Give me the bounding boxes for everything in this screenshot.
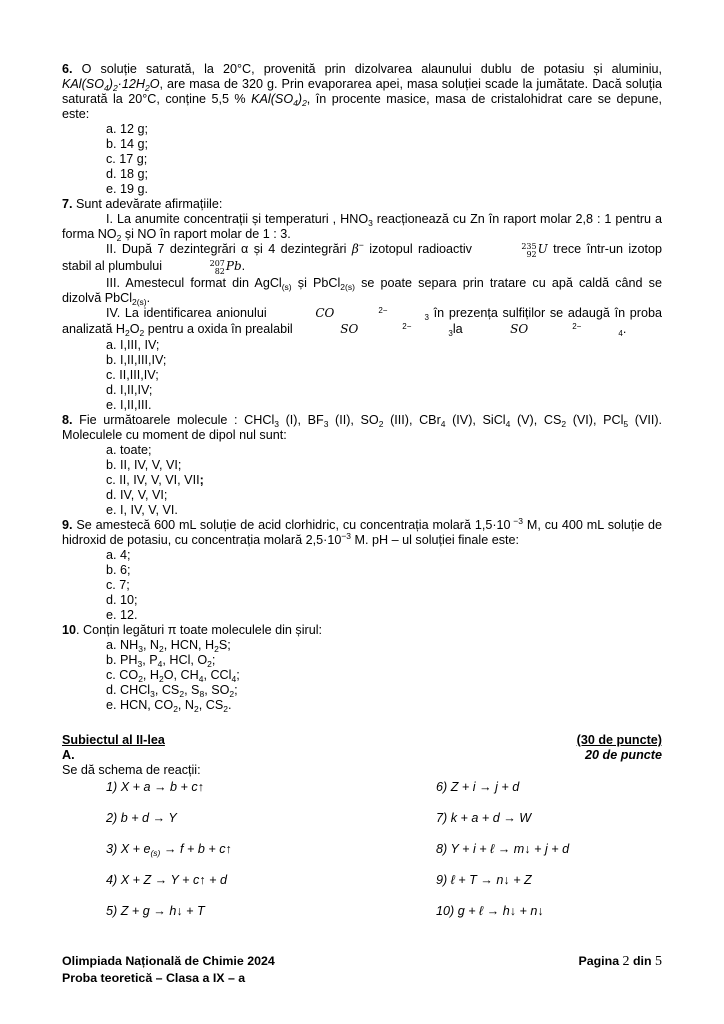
option-d: d. 10; [106,593,138,607]
scheme-intro: Se dă schema de reacții: [62,763,201,777]
reaction-1: 1) X + a → b + c↑ [106,780,204,794]
reaction-4: 4) X + Z → Y + c↑ + d [106,873,227,887]
question-number: 8. [62,413,73,427]
subject-title: Subiectul al II-lea [62,733,165,747]
footer-exam: Proba teoretică – Clasa a IX – a [62,971,246,985]
part-points: 20 de puncte [585,748,662,762]
subject-points: (30 de puncte) [576,733,662,747]
options-list [62,548,662,623]
reaction-7: 7) k + a + d → W [436,811,532,825]
footer-olympiad: Olimpiada Națională de Chimie 2024 [62,954,275,968]
page-content [62,62,662,919]
option-a: a. toate; [106,443,152,457]
statement-4: IV. La identificarea anionului CO 2−3 în prezența sulfiților se adaugă în proba analizată $H_2O_2$ pentru a oxida în prealabil SO 2−3la SO 2−4. [62,306,662,338]
formula-alum-anhydrous: $KAl(SO_4)_2$ [251,92,307,108]
question-9: 9. Se amestecă 600 mL soluție de acid clorhidric, cu concentrația molară 1,5·10 $^{-3}$ M, cu 400 mL soluție de hidroxid de potasiu, cu concentrația molară $2,5\cdot 10^{-3}$ M. pH – ul soluției finale este: [62,516,662,547]
option-c: c. $CO_2$, $H_2O$, $CH_4$, CCl$_4$; [106,668,240,684]
option-d: d. CHCl$_3$, $CS_2$, $S_8$, $SO_2$; [106,683,238,699]
subject-2-header [62,733,662,748]
statement-3: III. Amestecul format din AgCl$_{(s)}$ și PbCl$_{2(s)}$ se poate separa prin tratare cu apă caldă când se dizolvă PbCl$_{2(s)}$. [62,276,662,307]
statement-2: II. După 7 dezintegrări α și 4 dezintegrări β− izotopul radioactiv 235 92 U trece într-un izotop stabil al plumbului 207 82 Pb. [62,240,662,276]
sulfite-ion: SO 2−3 [340,322,453,338]
question-10: 10. Conțin legături π toate moleculele din șirul: [62,623,323,637]
reaction-10: 10) g + ℓ → h↓ + n↓ [436,904,544,918]
options-list [62,122,662,197]
option-a: a. $NH_3$, $N_2$, HCN, $H_2S$; [106,638,231,654]
reaction-6: 6) Z + i → j + d [436,780,520,794]
formula-alum: $KAl(SO_4)_2\cdot 12H_2O$ [62,77,160,93]
option-e: e. I, IV, V, VI. [106,503,178,517]
option-a: a. 4; [106,548,131,562]
option-b: b. 14 g; [106,137,149,151]
part-label: A. [62,748,75,762]
option-e: e. 12. [106,608,138,622]
reaction-8: 8) Y + i + ℓ → m↓ + j + d [436,842,570,856]
part-a-header [62,748,662,763]
uranium-nuclide: 235 92 [521,242,537,259]
option-d: d. I,II,IV; [106,383,153,397]
option-a: a. I,III, IV; [106,338,160,352]
option-c: c. II, IV, V, VI, VII; [106,473,204,487]
question-number: 7. [62,197,73,211]
option-d: d. 18 g; [106,167,149,181]
option-b: b. I,II,III,IV; [106,353,167,367]
option-b: b. $PH_3$, $P_4$, HCl, $O_2$; [106,653,216,669]
reaction-5: 5) Z + g → h↓ + T [106,904,205,918]
lead-nuclide: 207 82 [209,259,225,276]
options-list [62,338,662,413]
reaction-3: 3) $X + e_{(s)} \to f + b$ + c↑ [106,842,232,858]
options-list [62,638,662,713]
option-c: c. 7; [106,578,130,592]
option-e: e. 19 g. [106,182,149,196]
question-number: 9. [62,518,73,532]
question-number: 10 [62,623,77,637]
option-c: c. II,III,IV; [106,368,159,382]
question-number: 6. [62,62,73,76]
question-6: 6. O soluție saturată, la 20°C, provenită prin dizolvarea alaunului dublu de potasiu și aluminiu, $KAl(SO_4)_2\cdot 12H_2O$, are masa de 320 g. Prin evaporarea apei, masa soluției scade la jumătate. Dacă soluția saturată la 20°C, conține 5,5 % $KAl(SO_4)_2$, în procente masice, masa de cristalohidrat care se depune, este: [62,62,662,121]
reaction-2: 2) b + d → Y [106,811,177,825]
page-footer [62,953,662,986]
option-c: c. 17 g; [106,152,148,166]
reaction-9: 9) ℓ + T → n↓ + Z [436,873,532,887]
option-d: d. IV, V, VI; [106,488,168,502]
option-b: b. 6; [106,563,131,577]
option-e: e. I,II,III. [106,398,152,412]
option-a: a. 12 g; [106,122,149,136]
option-e: e. HCN, $CO_2$, $N_2$, $CS_2$. [106,698,232,714]
statement-1: I. La anumite concentrații și temperaturi , $HNO_3$ reacționează cu Zn în raport molar 2,8 : 1 pentru a forma $NO_2$ și NO în raport molar de 1 : 3. [62,212,663,243]
options-list [62,443,662,518]
carbonate-ion: CO 2−3 [315,306,429,322]
question-7: 7. Sunt adevărate afirmațiile: [62,197,223,211]
page-number: Pagina 2 din 5 [578,954,662,969]
sulfate-ion: SO 2−4 [510,322,623,338]
question-8: 8. Fie următoarele molecule : CHCl$_3$ (I), $BF_3$ (II), $SO_2$ (III), CBr$_4$ (IV), SiCl$_4$ (V), $CS_2$ (VI), PCl$_5$ (VII). Moleculele cu moment de dipol nul sunt: [62,413,663,442]
option-b: b. II, IV, V, VI; [106,458,182,472]
reaction-scheme [62,780,662,919]
